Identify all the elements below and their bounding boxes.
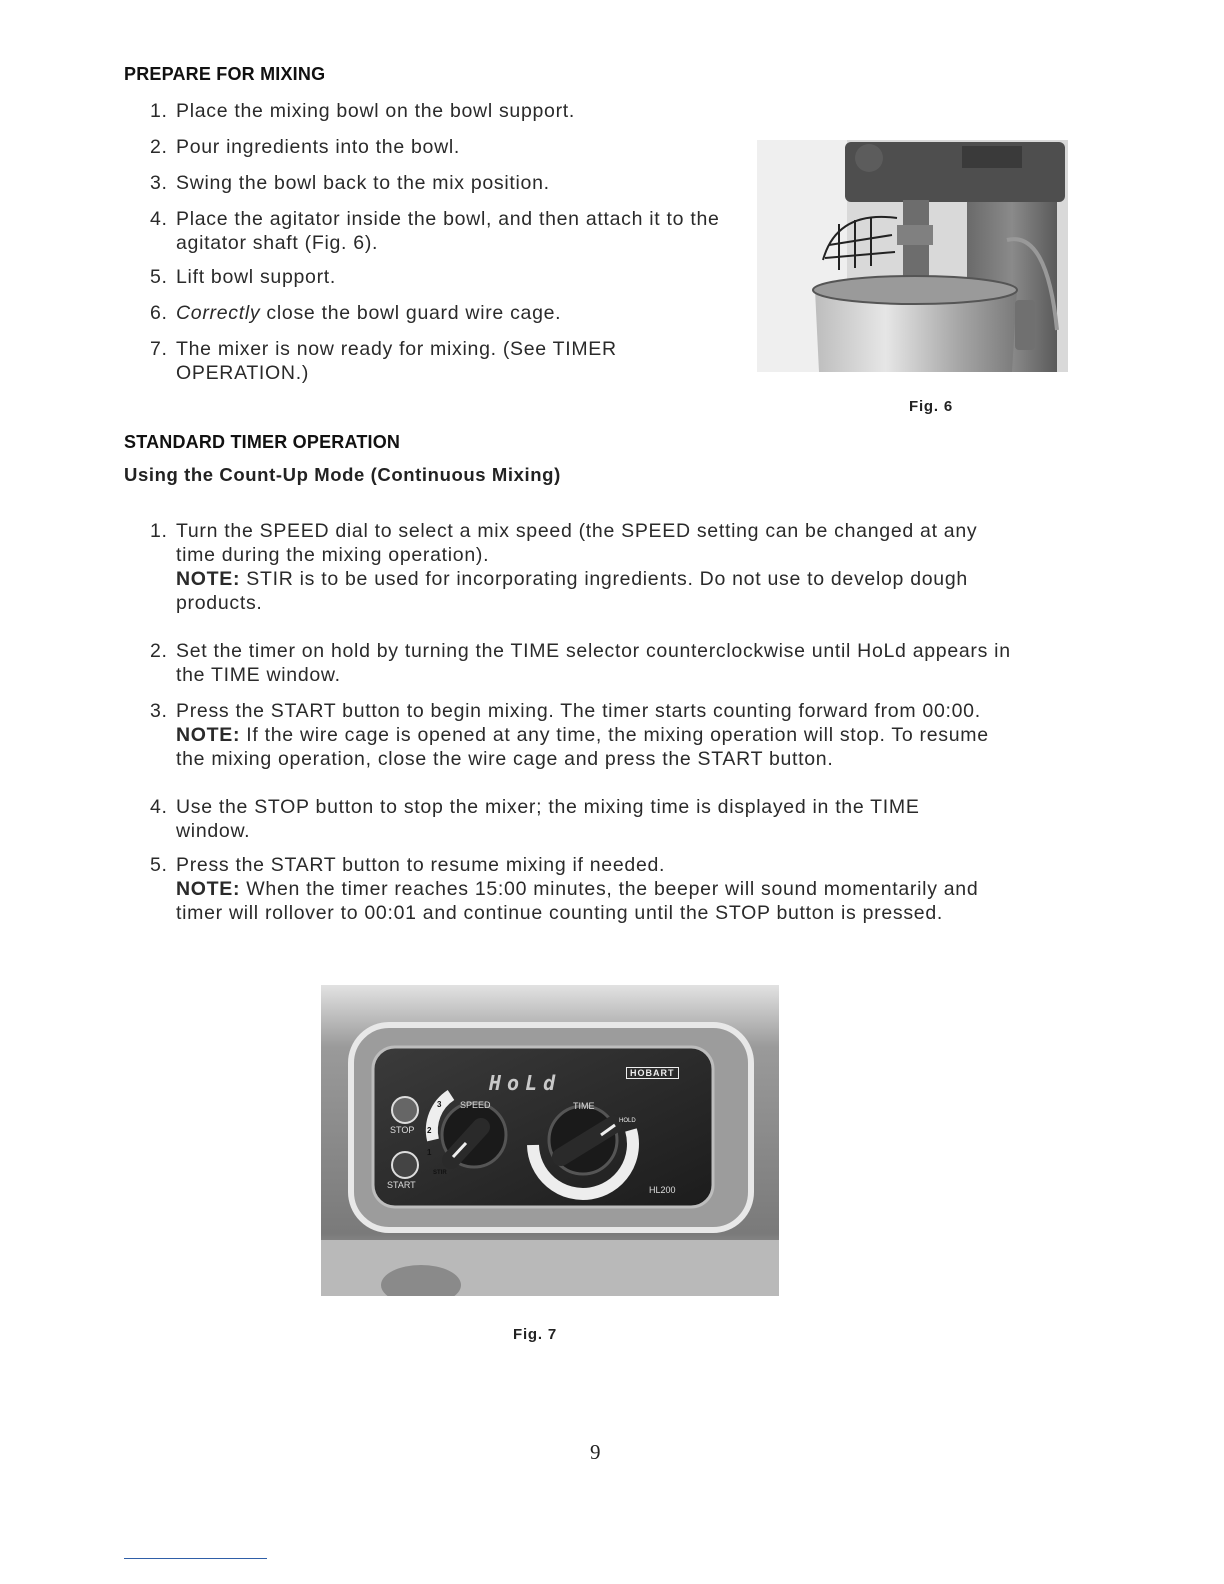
time-label: TIME <box>573 1101 595 1111</box>
stop-button-label: STOP <box>390 1125 415 1135</box>
timer-display: HoLd <box>489 1071 562 1095</box>
speed-mark-2: 2 <box>427 1126 432 1135</box>
timer-step-5: 5. Press the START button to resume mixing if needed. NOTE: When the timer reaches 15:00 minutes, the beeper will sound momentarily and timer will rollover to 00:01 and continue counting until the STOP button is pressed. <box>150 854 979 924</box>
hold-mark: HOLD <box>619 1118 636 1124</box>
prepare-step-7: 7. The mixer is now ready for mixing. (See TIMER OPERATION.) <box>150 338 617 384</box>
speed-mark-3: 3 <box>437 1100 442 1109</box>
page-number: 9 <box>590 1440 601 1464</box>
model-label: HL200 <box>649 1185 676 1195</box>
timer-step-3: 3. Press the START button to begin mixing. The timer starts counting forward from 00:00. NOTE: If the wire cage is opened at any time, the mixing operation will stop. To resume the mixing operation, close the wire cage and press the START button. <box>150 700 989 770</box>
speed-label: SPEED <box>460 1100 491 1110</box>
prepare-step-2: 2. Pour ingredients into the bowl. <box>150 136 461 158</box>
fig6-mixer-photo <box>757 140 1068 372</box>
prepare-step-1: 1. Place the mixing bowl on the bowl support. <box>150 100 576 122</box>
prepare-step-5: 5. Lift bowl support. <box>150 266 337 288</box>
brand-logo: HOBART <box>626 1067 679 1079</box>
timer-step-1: 1. Turn the SPEED dial to select a mix speed (the SPEED setting can be changed at any time during the mixing operation). NOTE: STIR is to be used for incorporating ingredients. Do not use to develop dough products. <box>150 520 978 614</box>
footer-rule <box>124 1558 267 1559</box>
section-heading-prepare: PREPARE FOR MIXING <box>124 64 326 84</box>
prepare-step-3: 3. Swing the bowl back to the mix position. <box>150 172 550 194</box>
section-heading-timer: STANDARD TIMER OPERATION <box>124 432 401 452</box>
fig7-control-panel-photo <box>321 985 779 1296</box>
speed-mark-stir: STIR <box>433 1170 447 1176</box>
timer-step-4: 4. Use the STOP button to stop the mixer; the mixing time is displayed in the TIME window. <box>150 796 920 842</box>
fig7-caption: Fig. 7 <box>513 1326 557 1343</box>
start-button-label: START <box>387 1180 416 1190</box>
speed-mark-1: 1 <box>427 1148 432 1157</box>
timer-step-2: 2. Set the timer on hold by turning the TIME selector counterclockwise until HoLd appears in the TIME window. <box>150 640 1011 686</box>
section-subheading-count-up: Using the Count-Up Mode (Continuous Mixing) <box>124 464 561 485</box>
fig6-caption: Fig. 6 <box>909 398 953 415</box>
prepare-step-6: 6. Correctly close the bowl guard wire cage. <box>150 302 562 324</box>
prepare-step-4: 4. Place the agitator inside the bowl, and then attach it to the agitator shaft (Fig. 6). <box>150 208 720 254</box>
